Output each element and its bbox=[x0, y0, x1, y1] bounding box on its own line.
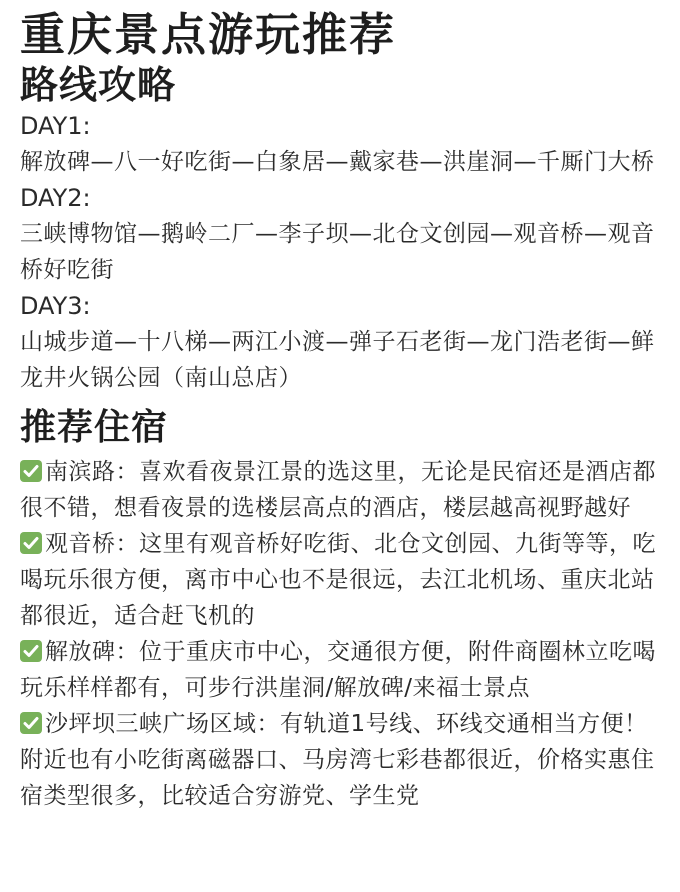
check-mark-icon bbox=[20, 532, 42, 554]
day-2-label: DAY2: bbox=[20, 184, 91, 212]
page-title: 重庆景点游玩推荐 bbox=[20, 8, 397, 61]
check-mark-icon bbox=[20, 640, 42, 662]
day-3-route: 山城步道—十八梯—两江小渡—弹子石老街—龙门浩老街—鲜龙井火锅公园（南山总店） bbox=[20, 329, 655, 391]
article bbox=[20, 0, 668, 814]
day-2-route: 三峡博物馆—鹅岭二厂—李子坝—北仓文创园—观音桥—观音桥好吃街 bbox=[20, 221, 655, 283]
day-1-block bbox=[20, 108, 668, 180]
lodging-item-nanbin-road bbox=[20, 454, 668, 526]
lodging-item-name: 南滨路 bbox=[45, 459, 116, 485]
lodging-heading: 推荐住宿 bbox=[20, 407, 169, 448]
lodging-item-name: 解放碑 bbox=[45, 639, 116, 665]
day-1-label: DAY1: bbox=[20, 112, 91, 140]
check-mark-icon bbox=[20, 712, 42, 734]
lodging-item-name: 沙坪坝三峡广场区域 bbox=[45, 711, 257, 737]
day-2-block bbox=[20, 180, 668, 288]
lodging-item-text: ：位于重庆市中心，交通很方便，附件商圈林立吃喝玩乐样样都有，可步行洪崖洞/解放碑/来福士景点 bbox=[20, 639, 656, 701]
lodging-item-text: ：有轨道1号线、环线交通相当方便！附近也有小吃街离磁器口、马房湾七彩巷都很近，价格实惠住宿类型很多，比较适合穷游党、学生党 bbox=[20, 711, 655, 809]
lodging-item-shapingba bbox=[20, 706, 668, 814]
route-guide-heading: 路线攻略 bbox=[20, 63, 177, 107]
lodging-item-text: ：这里有观音桥好吃街、北仓文创园、九街等等，吃喝玩乐很方便，离市中心也不是很远，去江北机场、重庆北站都很近，适合赶飞机的 bbox=[20, 531, 656, 629]
lodging-item-name: 观音桥 bbox=[45, 531, 116, 557]
day-1-route: 解放碑—八一好吃街—白象居—戴家巷—洪崖洞—千厮门大桥 bbox=[20, 149, 655, 175]
lodging-item-guanyin-bridge bbox=[20, 526, 668, 634]
day-3-block bbox=[20, 288, 668, 396]
lodging-item-text: ：喜欢看夜景江景的选这里，无论是民宿还是酒店都很不错，想看夜景的选楼层高点的酒店，楼层越高视野越好 bbox=[20, 459, 656, 521]
day-3-label: DAY3: bbox=[20, 292, 91, 320]
check-mark-icon bbox=[20, 460, 42, 482]
lodging-item-jiefangbei bbox=[20, 634, 668, 706]
